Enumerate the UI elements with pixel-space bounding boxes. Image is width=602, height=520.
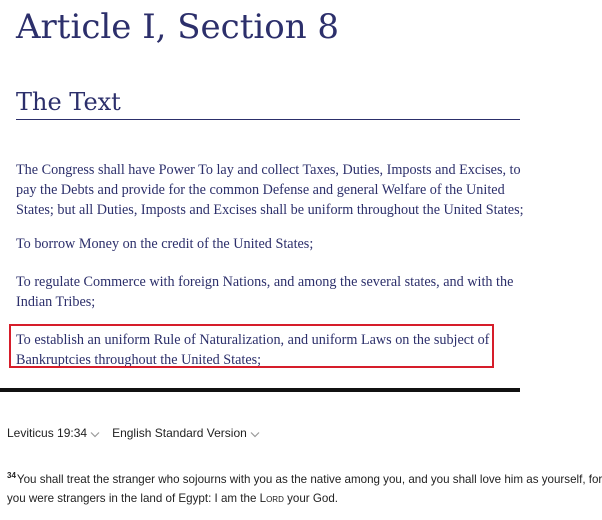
clause-commerce: To regulate Commerce with foreign Nations, and among the several states, and with the Indian Tribes;	[16, 274, 514, 310]
lord-smallcaps: Lord	[259, 492, 284, 505]
reference-label: Leviticus 19:34	[7, 426, 88, 440]
section-divider	[0, 388, 520, 392]
reference-dropdown[interactable]	[7, 426, 100, 440]
version-dropdown[interactable]	[112, 426, 260, 440]
clause-naturalization: To establish an uniform Rule of Naturalization, and uniform Laws on the subject of Bankruptcies throughout the United States;	[16, 332, 490, 368]
verse-line: You shall treat the stranger who sojourns with you as the native among you, and you shall love him as yourself, for	[16, 473, 602, 486]
clause-line: The Congress shall have Power To lay and collect Taxes, Duties, Imposts and Excises, to	[16, 162, 521, 178]
version-label: English Standard Version	[112, 426, 247, 440]
clause-line: States; but all Duties, Imposts and Excises shall be uniform throughout the United States;	[16, 202, 524, 218]
verse-number: 34	[7, 471, 16, 481]
clause-line: pay the Debts and provide for the common Defense and general Welfare of the United	[16, 182, 505, 198]
chevron-down-icon	[90, 431, 100, 439]
section-heading: The Text	[16, 88, 121, 116]
clause-borrowing: To borrow Money on the credit of the United States;	[16, 236, 314, 252]
verse-text	[7, 470, 602, 508]
clause-taxation	[16, 160, 526, 220]
page-title: Article I, Section 8	[16, 7, 340, 47]
heading-underline	[16, 119, 520, 120]
verse-line: you were strangers in the land of Egypt: I am the	[7, 492, 260, 505]
verse-line: your God.	[283, 492, 338, 505]
highlight-box	[9, 324, 494, 368]
chevron-down-icon	[250, 431, 260, 439]
bible-toolbar	[7, 424, 260, 442]
